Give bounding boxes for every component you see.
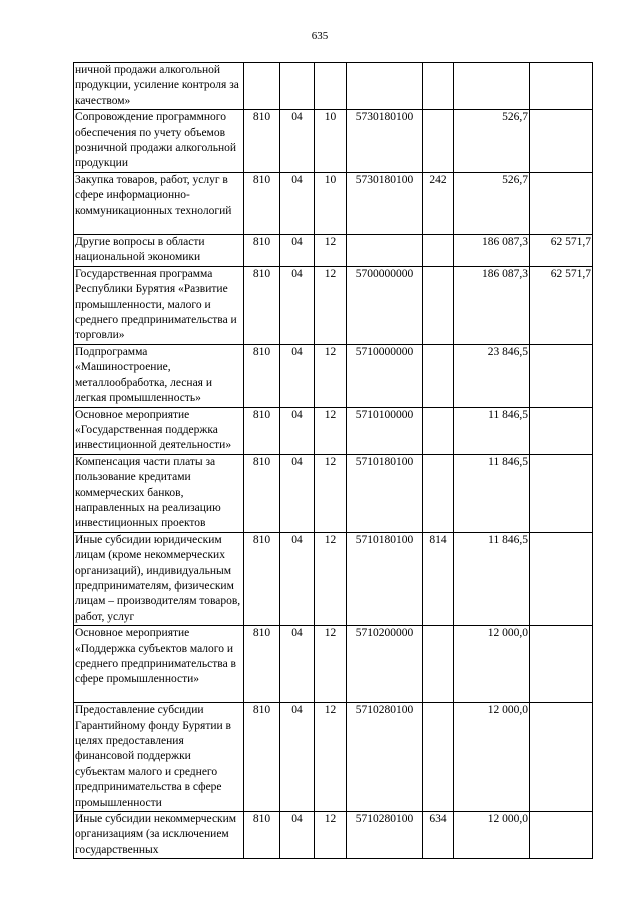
row-grbs: 810 bbox=[244, 532, 280, 625]
row-sum-1: 11 846,5 bbox=[454, 454, 530, 532]
row-grbs: 810 bbox=[244, 454, 280, 532]
row-sum-2 bbox=[530, 110, 593, 173]
row-sum-1: 12 000,0 bbox=[454, 703, 530, 812]
row-name: ничной продажи алкогольной продукции, усиление контроля за качеством» bbox=[74, 63, 244, 110]
row-target-article: 5730180100 bbox=[347, 172, 423, 234]
row-target-article: 5710000000 bbox=[347, 344, 423, 407]
table-row bbox=[74, 234, 593, 266]
row-sum-1: 12 000,0 bbox=[454, 626, 530, 703]
row-section: 04 bbox=[280, 703, 315, 812]
row-sum-2 bbox=[530, 454, 593, 532]
row-expense-type bbox=[423, 407, 454, 454]
row-sum-1: 186 087,3 bbox=[454, 234, 530, 266]
row-sum-1: 11 846,5 bbox=[454, 532, 530, 625]
row-expense-type: 814 bbox=[423, 532, 454, 625]
row-expense-type bbox=[423, 266, 454, 344]
row-name: Закупка товаров, работ, услуг в сфере информационно-коммуникационных технологий bbox=[74, 172, 244, 234]
row-target-article: 5700000000 bbox=[347, 266, 423, 344]
row-section: 04 bbox=[280, 626, 315, 703]
row-name: Другие вопросы в области национальной экономики bbox=[74, 234, 244, 266]
row-sum-2: 62 571,7 bbox=[530, 234, 593, 266]
row-target-article: 5710280100 bbox=[347, 812, 423, 859]
table-row bbox=[74, 172, 593, 234]
row-sum-2 bbox=[530, 703, 593, 812]
row-subsection: 12 bbox=[315, 234, 347, 266]
row-expense-type bbox=[423, 110, 454, 173]
row-target-article: 5710180100 bbox=[347, 454, 423, 532]
row-sum-1: 186 087,3 bbox=[454, 266, 530, 344]
row-name: Сопровождение программного обеспечения по учету объемов розничной продажи алкогольной продукции bbox=[74, 110, 244, 173]
row-section: 04 bbox=[280, 532, 315, 625]
row-target-article: 5710200000 bbox=[347, 626, 423, 703]
row-expense-type bbox=[423, 626, 454, 703]
table-row bbox=[74, 626, 593, 703]
table-row bbox=[74, 266, 593, 344]
row-target-article: 5730180100 bbox=[347, 110, 423, 173]
row-sum-1: 23 846,5 bbox=[454, 344, 530, 407]
row-grbs: 810 bbox=[244, 407, 280, 454]
row-name: Предоставление субсидии Гарантийному фонду Бурятии в целях предоставления финансовой поддержки субъектам малого и среднего предпринимательства в сфере промышленности bbox=[74, 703, 244, 812]
row-subsection: 12 bbox=[315, 532, 347, 625]
table-row bbox=[74, 532, 593, 625]
row-sum-2 bbox=[530, 407, 593, 454]
row-name: Компенсация части платы за пользование кредитами коммерческих банков, направленных на реализацию инвестиционных проектов bbox=[74, 454, 244, 532]
table-row bbox=[74, 344, 593, 407]
row-sum-2: 62 571,7 bbox=[530, 266, 593, 344]
row-expense-type: 634 bbox=[423, 812, 454, 859]
row-section bbox=[280, 63, 315, 110]
row-section: 04 bbox=[280, 266, 315, 344]
row-section: 04 bbox=[280, 454, 315, 532]
row-expense-type bbox=[423, 703, 454, 812]
table-row bbox=[74, 454, 593, 532]
row-subsection: 12 bbox=[315, 344, 347, 407]
row-section: 04 bbox=[280, 172, 315, 234]
row-grbs: 810 bbox=[244, 266, 280, 344]
row-sum-2 bbox=[530, 626, 593, 703]
budget-table bbox=[73, 62, 593, 859]
row-grbs: 810 bbox=[244, 110, 280, 173]
row-target-article: 5710280100 bbox=[347, 703, 423, 812]
row-name: Основное мероприятие «Поддержка субъектов малого и среднего предпринимательства в сфере промышленности» bbox=[74, 626, 244, 703]
row-sum-2 bbox=[530, 812, 593, 859]
table-row bbox=[74, 63, 593, 110]
row-sum-1: 12 000,0 bbox=[454, 812, 530, 859]
row-expense-type bbox=[423, 344, 454, 407]
row-name: Подпрограмма «Машиностроение, металлообработка, лесная и легкая промышленность» bbox=[74, 344, 244, 407]
row-sum-1: 11 846,5 bbox=[454, 407, 530, 454]
row-expense-type bbox=[423, 234, 454, 266]
row-target-article: 5710180100 bbox=[347, 532, 423, 625]
table-row bbox=[74, 703, 593, 812]
row-subsection: 12 bbox=[315, 266, 347, 344]
row-sum-1: 526,7 bbox=[454, 172, 530, 234]
row-name: Иные субсидии юридическим лицам (кроме некоммерческих организаций), индивидуальным предпринимателям, физическим лицам – производителям товаров, работ, услуг bbox=[74, 532, 244, 625]
row-subsection: 10 bbox=[315, 110, 347, 173]
row-subsection: 12 bbox=[315, 407, 347, 454]
table-row bbox=[74, 110, 593, 173]
row-subsection: 12 bbox=[315, 703, 347, 812]
row-sum-1: 526,7 bbox=[454, 110, 530, 173]
row-grbs bbox=[244, 63, 280, 110]
table-row bbox=[74, 812, 593, 859]
row-sum-2 bbox=[530, 532, 593, 625]
row-subsection: 12 bbox=[315, 626, 347, 703]
row-sum-2 bbox=[530, 63, 593, 110]
row-grbs: 810 bbox=[244, 812, 280, 859]
row-expense-type bbox=[423, 63, 454, 110]
row-sum-1 bbox=[454, 63, 530, 110]
row-name: Иные субсидии некоммерческим организациям (за исключением государственных bbox=[74, 812, 244, 859]
row-target-article bbox=[347, 234, 423, 266]
row-expense-type: 242 bbox=[423, 172, 454, 234]
row-expense-type bbox=[423, 454, 454, 532]
row-section: 04 bbox=[280, 110, 315, 173]
row-grbs: 810 bbox=[244, 234, 280, 266]
row-subsection: 10 bbox=[315, 172, 347, 234]
row-subsection bbox=[315, 63, 347, 110]
row-grbs: 810 bbox=[244, 626, 280, 703]
row-section: 04 bbox=[280, 812, 315, 859]
row-target-article bbox=[347, 63, 423, 110]
row-sum-2 bbox=[530, 172, 593, 234]
row-grbs: 810 bbox=[244, 172, 280, 234]
row-sum-2 bbox=[530, 344, 593, 407]
row-grbs: 810 bbox=[244, 344, 280, 407]
row-grbs: 810 bbox=[244, 703, 280, 812]
row-section: 04 bbox=[280, 344, 315, 407]
page-number: 635 bbox=[311, 30, 329, 42]
row-section: 04 bbox=[280, 234, 315, 266]
table-row bbox=[74, 407, 593, 454]
row-target-article: 5710100000 bbox=[347, 407, 423, 454]
row-name: Основное мероприятие «Государственная поддержка инвестиционной деятельности» bbox=[74, 407, 244, 454]
row-subsection: 12 bbox=[315, 454, 347, 532]
row-section: 04 bbox=[280, 407, 315, 454]
row-name: Государственная программа Республики Бурятия «Развитие промышленности, малого и среднего предпринимательства и торговли» bbox=[74, 266, 244, 344]
row-subsection: 12 bbox=[315, 812, 347, 859]
